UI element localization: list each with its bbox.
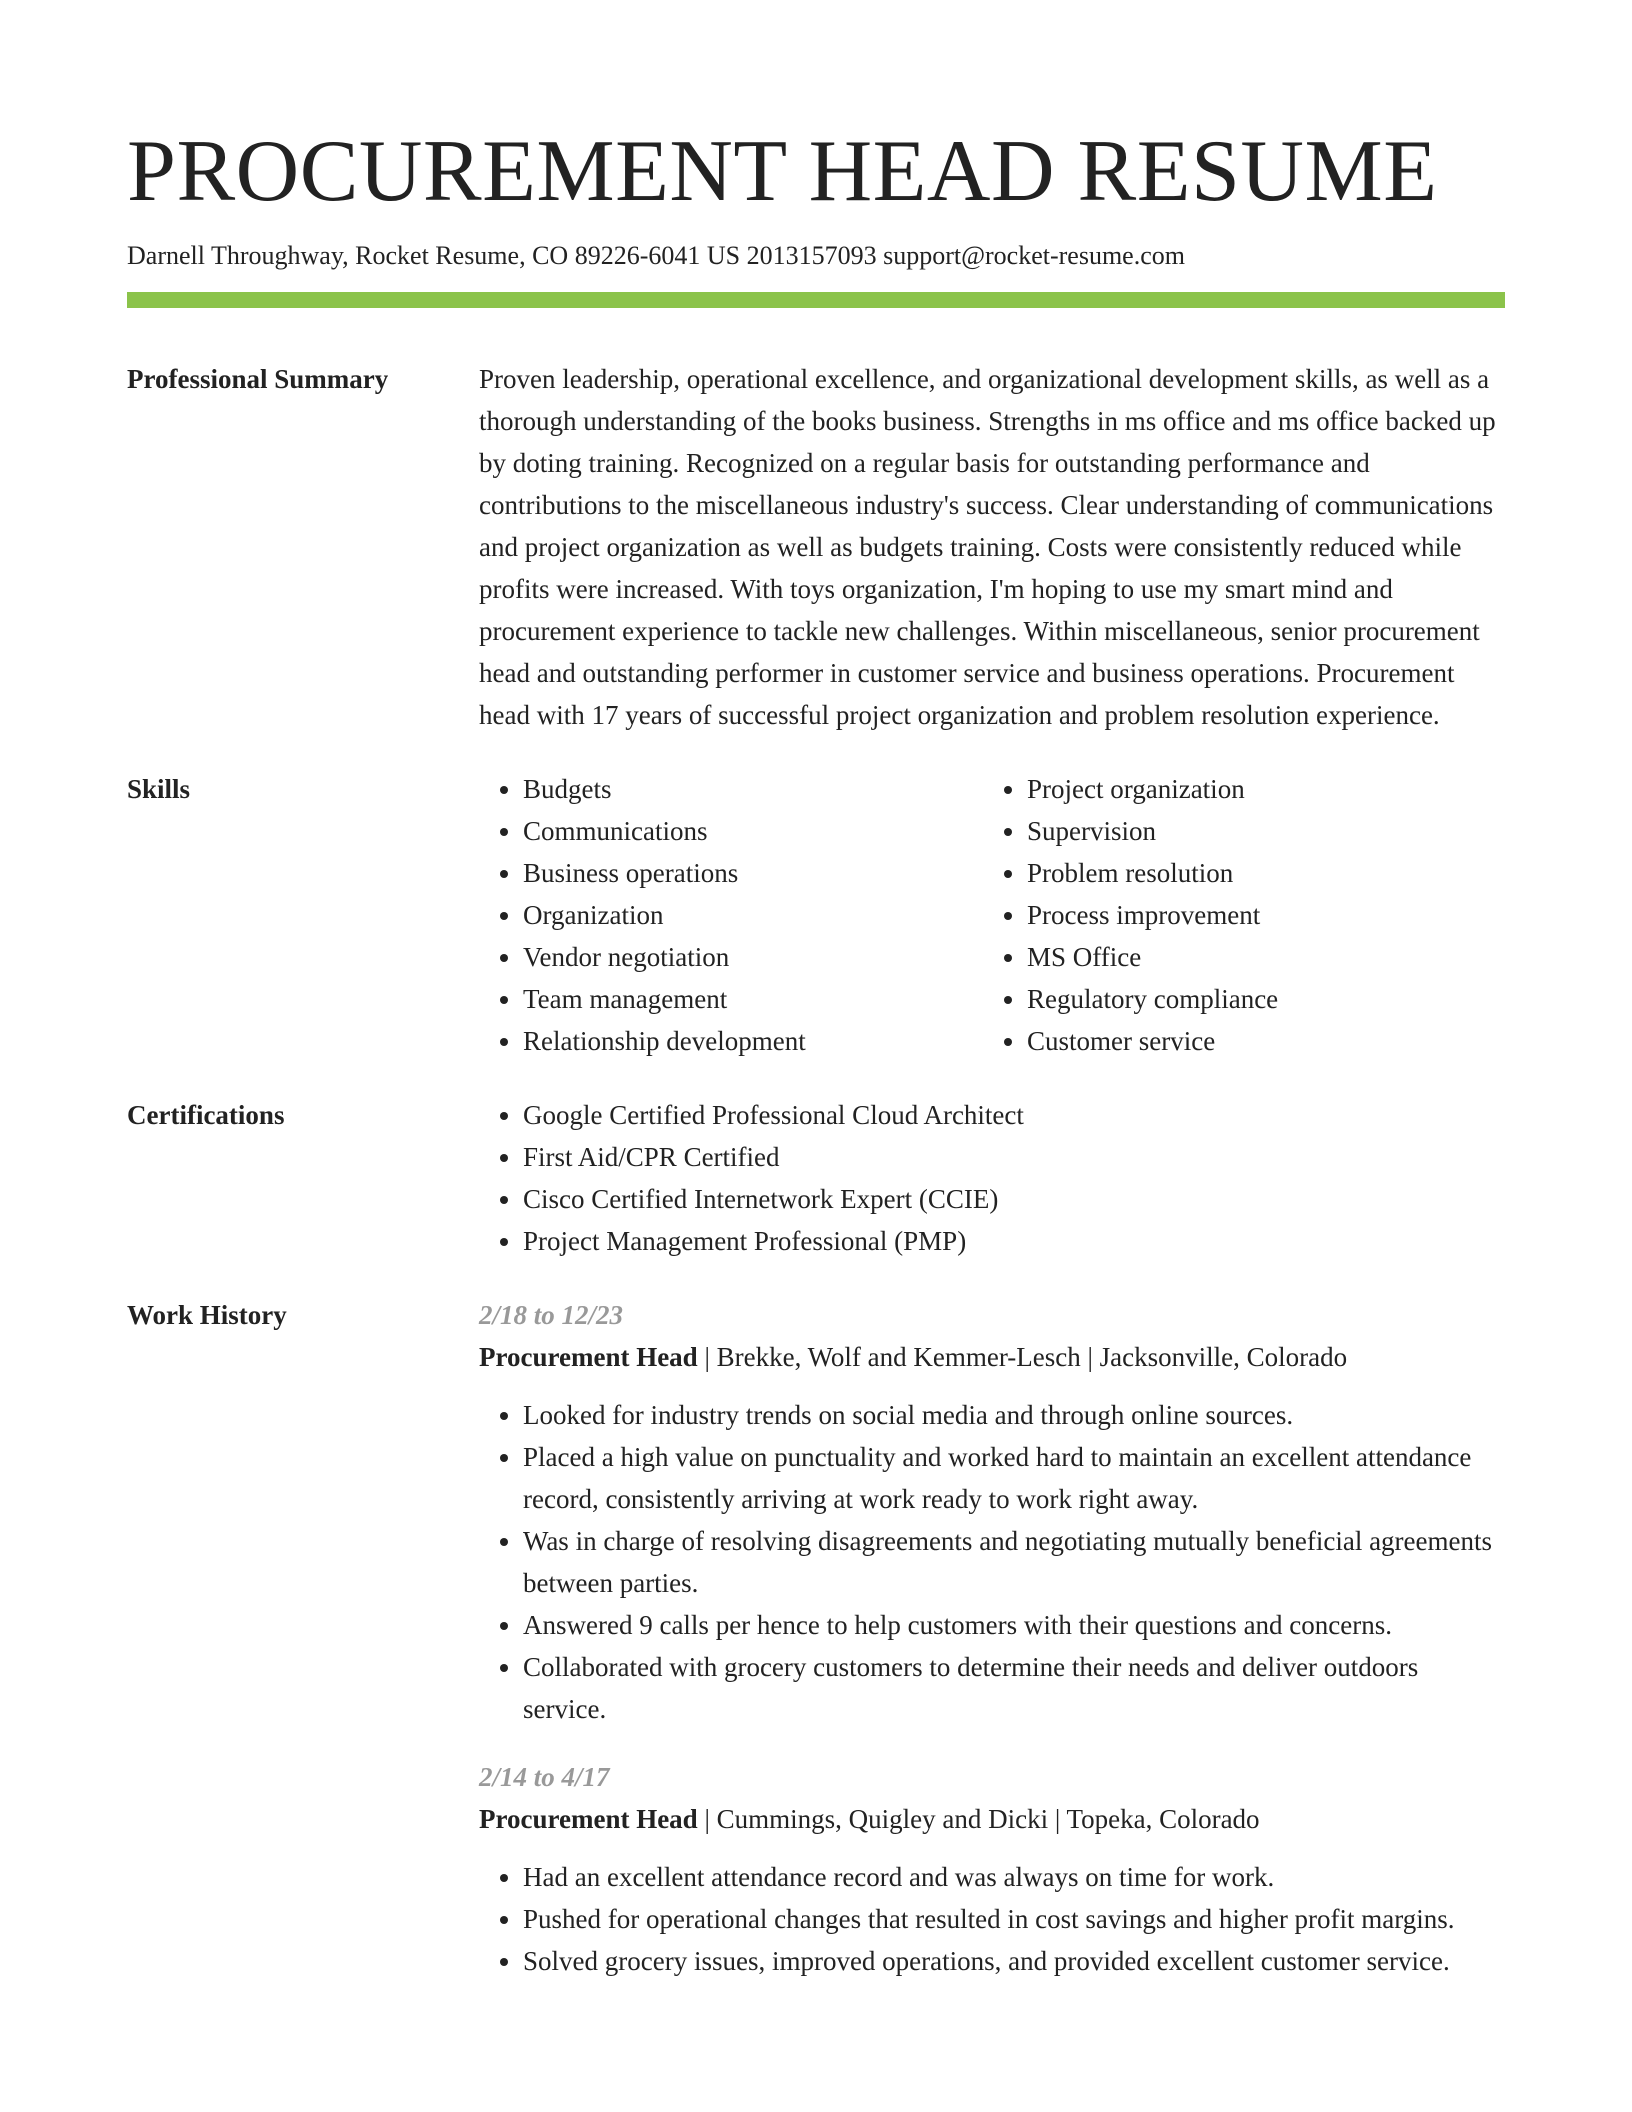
skill-item: • Problem resolution [1027, 852, 1487, 894]
skills-column-right [983, 768, 1487, 1062]
summary-text: Proven leadership, operational excellence, and organizational development skills, as well as a thorough understanding of the books business. Strengths in ms office and ms office backed up by doting training. Recognized on a regular basis for outstanding performance and contributions to the miscellaneous industry's success. Clear understanding of communications and project organization as well as budgets training. Costs were consistently reduced while profits were increased. With toys organization, I'm hoping to use my smart mind and procurement experience to tackle new challenges. Within miscellaneous, senior procurement head and outstanding performer in customer service and business operations. Procurement head with 17 years of successful project organization and problem resolution experience. [479, 364, 1496, 730]
job-dates: 2/14 to 4/17 [479, 1762, 610, 1792]
summary-section [127, 358, 1505, 736]
job-entry [479, 1756, 1505, 1982]
job-entry [479, 1294, 1505, 1730]
skills-section [127, 768, 1505, 1062]
certifications-heading: Certifications [127, 1100, 285, 1130]
certifications-section [127, 1094, 1505, 1262]
skill-item: • Process improvement [1027, 894, 1487, 936]
work-history-section [127, 1294, 1505, 1982]
job-bullet: • Pushed for operational changes that resulted in cost savings and higher profit margins. [523, 1898, 1505, 1940]
resume-page [127, 0, 1505, 1982]
certification-item: • Cisco Certified Internetwork Expert (CCIE) [523, 1178, 1505, 1220]
work-history-heading: Work History [127, 1300, 287, 1330]
skill-item: • Customer service [1027, 1020, 1487, 1062]
job-bullet-list [479, 1394, 1505, 1730]
skill-item: • Team management [523, 978, 983, 1020]
job-title: Procurement Head [479, 1342, 698, 1372]
certification-item: • First Aid/CPR Certified [523, 1136, 1505, 1178]
skill-item: • MS Office [1027, 936, 1487, 978]
job-bullet: • Collaborated with grocery customers to determine their needs and deliver outdoors service. [523, 1646, 1505, 1730]
contact-line: Darnell Throughway, Rocket Resume, CO 89226-6041 US 2013157093 support@rocket-resume.com [127, 241, 1185, 270]
job-heading [479, 1798, 1505, 1840]
job-heading [479, 1336, 1505, 1378]
job-bullet: • Placed a high value on punctuality and worked hard to maintain an excellent attendance record, consistently arriving at work ready to work right away. [523, 1436, 1505, 1520]
job-bullet: • Solved grocery issues, improved operations, and provided excellent customer service. [523, 1940, 1505, 1982]
summary-heading: Professional Summary [127, 364, 389, 394]
skill-item: • Project organization [1027, 768, 1487, 810]
skills-column-left [479, 768, 983, 1062]
skill-item: • Supervision [1027, 810, 1487, 852]
certification-item: • Project Management Professional (PMP) [523, 1220, 1505, 1262]
skill-item: • Business operations [523, 852, 983, 894]
job-bullet-list [479, 1856, 1505, 1982]
skill-item: • Budgets [523, 768, 983, 810]
skill-item: • Communications [523, 810, 983, 852]
certification-item: • Google Certified Professional Cloud Architect [523, 1094, 1505, 1136]
job-details: | Cummings, Quigley and Dicki | Topeka, Colorado [697, 1804, 1260, 1834]
resume-title: PROCUREMENT HEAD RESUME [127, 123, 1438, 220]
job-title: Procurement Head [479, 1804, 698, 1834]
job-bullet: • Was in charge of resolving disagreements and negotiating mutually beneficial agreements between parties. [523, 1520, 1505, 1604]
skills-heading: Skills [127, 774, 191, 804]
job-bullet: • Looked for industry trends on social media and through online sources. [523, 1394, 1505, 1436]
header-divider [127, 292, 1505, 308]
job-details: | Brekke, Wolf and Kemmer-Lesch | Jacksonville, Colorado [697, 1342, 1348, 1372]
skill-item: • Regulatory compliance [1027, 978, 1487, 1020]
job-dates: 2/18 to 12/23 [479, 1300, 624, 1330]
skill-item: • Vendor negotiation [523, 936, 983, 978]
job-bullet: • Had an excellent attendance record and was always on time for work. [523, 1856, 1505, 1898]
job-bullet: • Answered 9 calls per hence to help customers with their questions and concerns. [523, 1604, 1505, 1646]
skill-item: • Organization [523, 894, 983, 936]
skill-item: • Relationship development [523, 1020, 983, 1062]
